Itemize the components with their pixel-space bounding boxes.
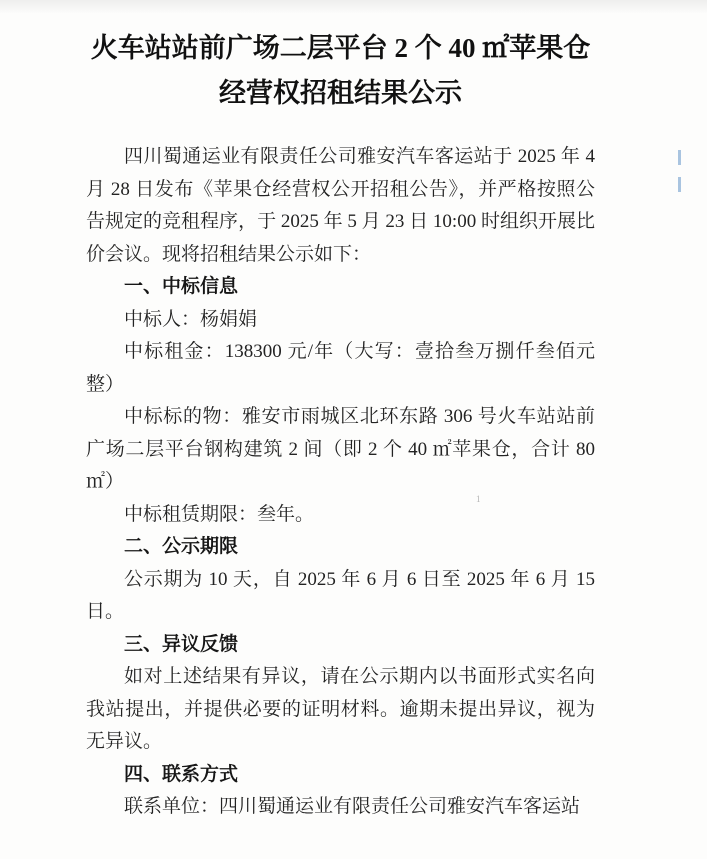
winning-rent-line: 中标租金：138300 元/年（大写：壹拾叁万捌仟叁佰元整）: [86, 341, 595, 395]
contact-unit-line: 联系单位：四川蜀通运业有限责任公司雅安汽车客运站: [124, 796, 581, 817]
section-heading-contact-info: 四、联系方式: [124, 763, 239, 785]
scan-artifact-blue-dashes: [678, 150, 681, 196]
title-line-2: 经营权招租结果公示: [219, 78, 462, 108]
scan-shading-top-edge: [0, 0, 707, 14]
lease-term-line: 中标租赁期限：叁年。: [124, 503, 315, 525]
title-line-1: 火车站站前广场二层平台 2 个 40 ㎡苹果仓: [90, 33, 591, 63]
winning-bidder-line: 中标人：杨娟娟: [124, 308, 258, 330]
publicity-period-line: 公示期为 10 天，自 2025 年 6 月 6 日至 2025 年 6 月 15 日。: [86, 568, 595, 622]
section-heading-publicity-period: 二、公示期限: [124, 536, 239, 557]
document-title: [46, 26, 635, 116]
subject-property-line: 中标标的物：雅安市雨城区北环东路 306 号火车站站前广场二层平台钢构建筑 2 间（即 2 个 40 ㎡苹果仓，合计 80 ㎡）: [86, 406, 595, 492]
section-heading-objection-feedback: 三、异议反馈: [124, 633, 239, 655]
section-heading-bid-info: 一、中标信息: [124, 276, 239, 297]
document-body: [86, 141, 595, 824]
intro-paragraph: 四川蜀通运业有限责任公司雅安汽车客运站于 2025 年 4 月 28 日发布《苹果仓经营权公开招租公告》，并严格按照公告规定的竞租程序，于 2025 年 5 月 23 日 10:00 时组织开展比价会议。现将招租结果公示如下：: [86, 146, 595, 265]
scan-artifact-tiny-mark: 1: [476, 494, 481, 504]
objection-instructions-line: 如对上述结果有异议，请在公示期内以书面形式实名向我站提出，并提供必要的证明材料。逾期未提出异议，视为无异议。: [86, 666, 595, 752]
